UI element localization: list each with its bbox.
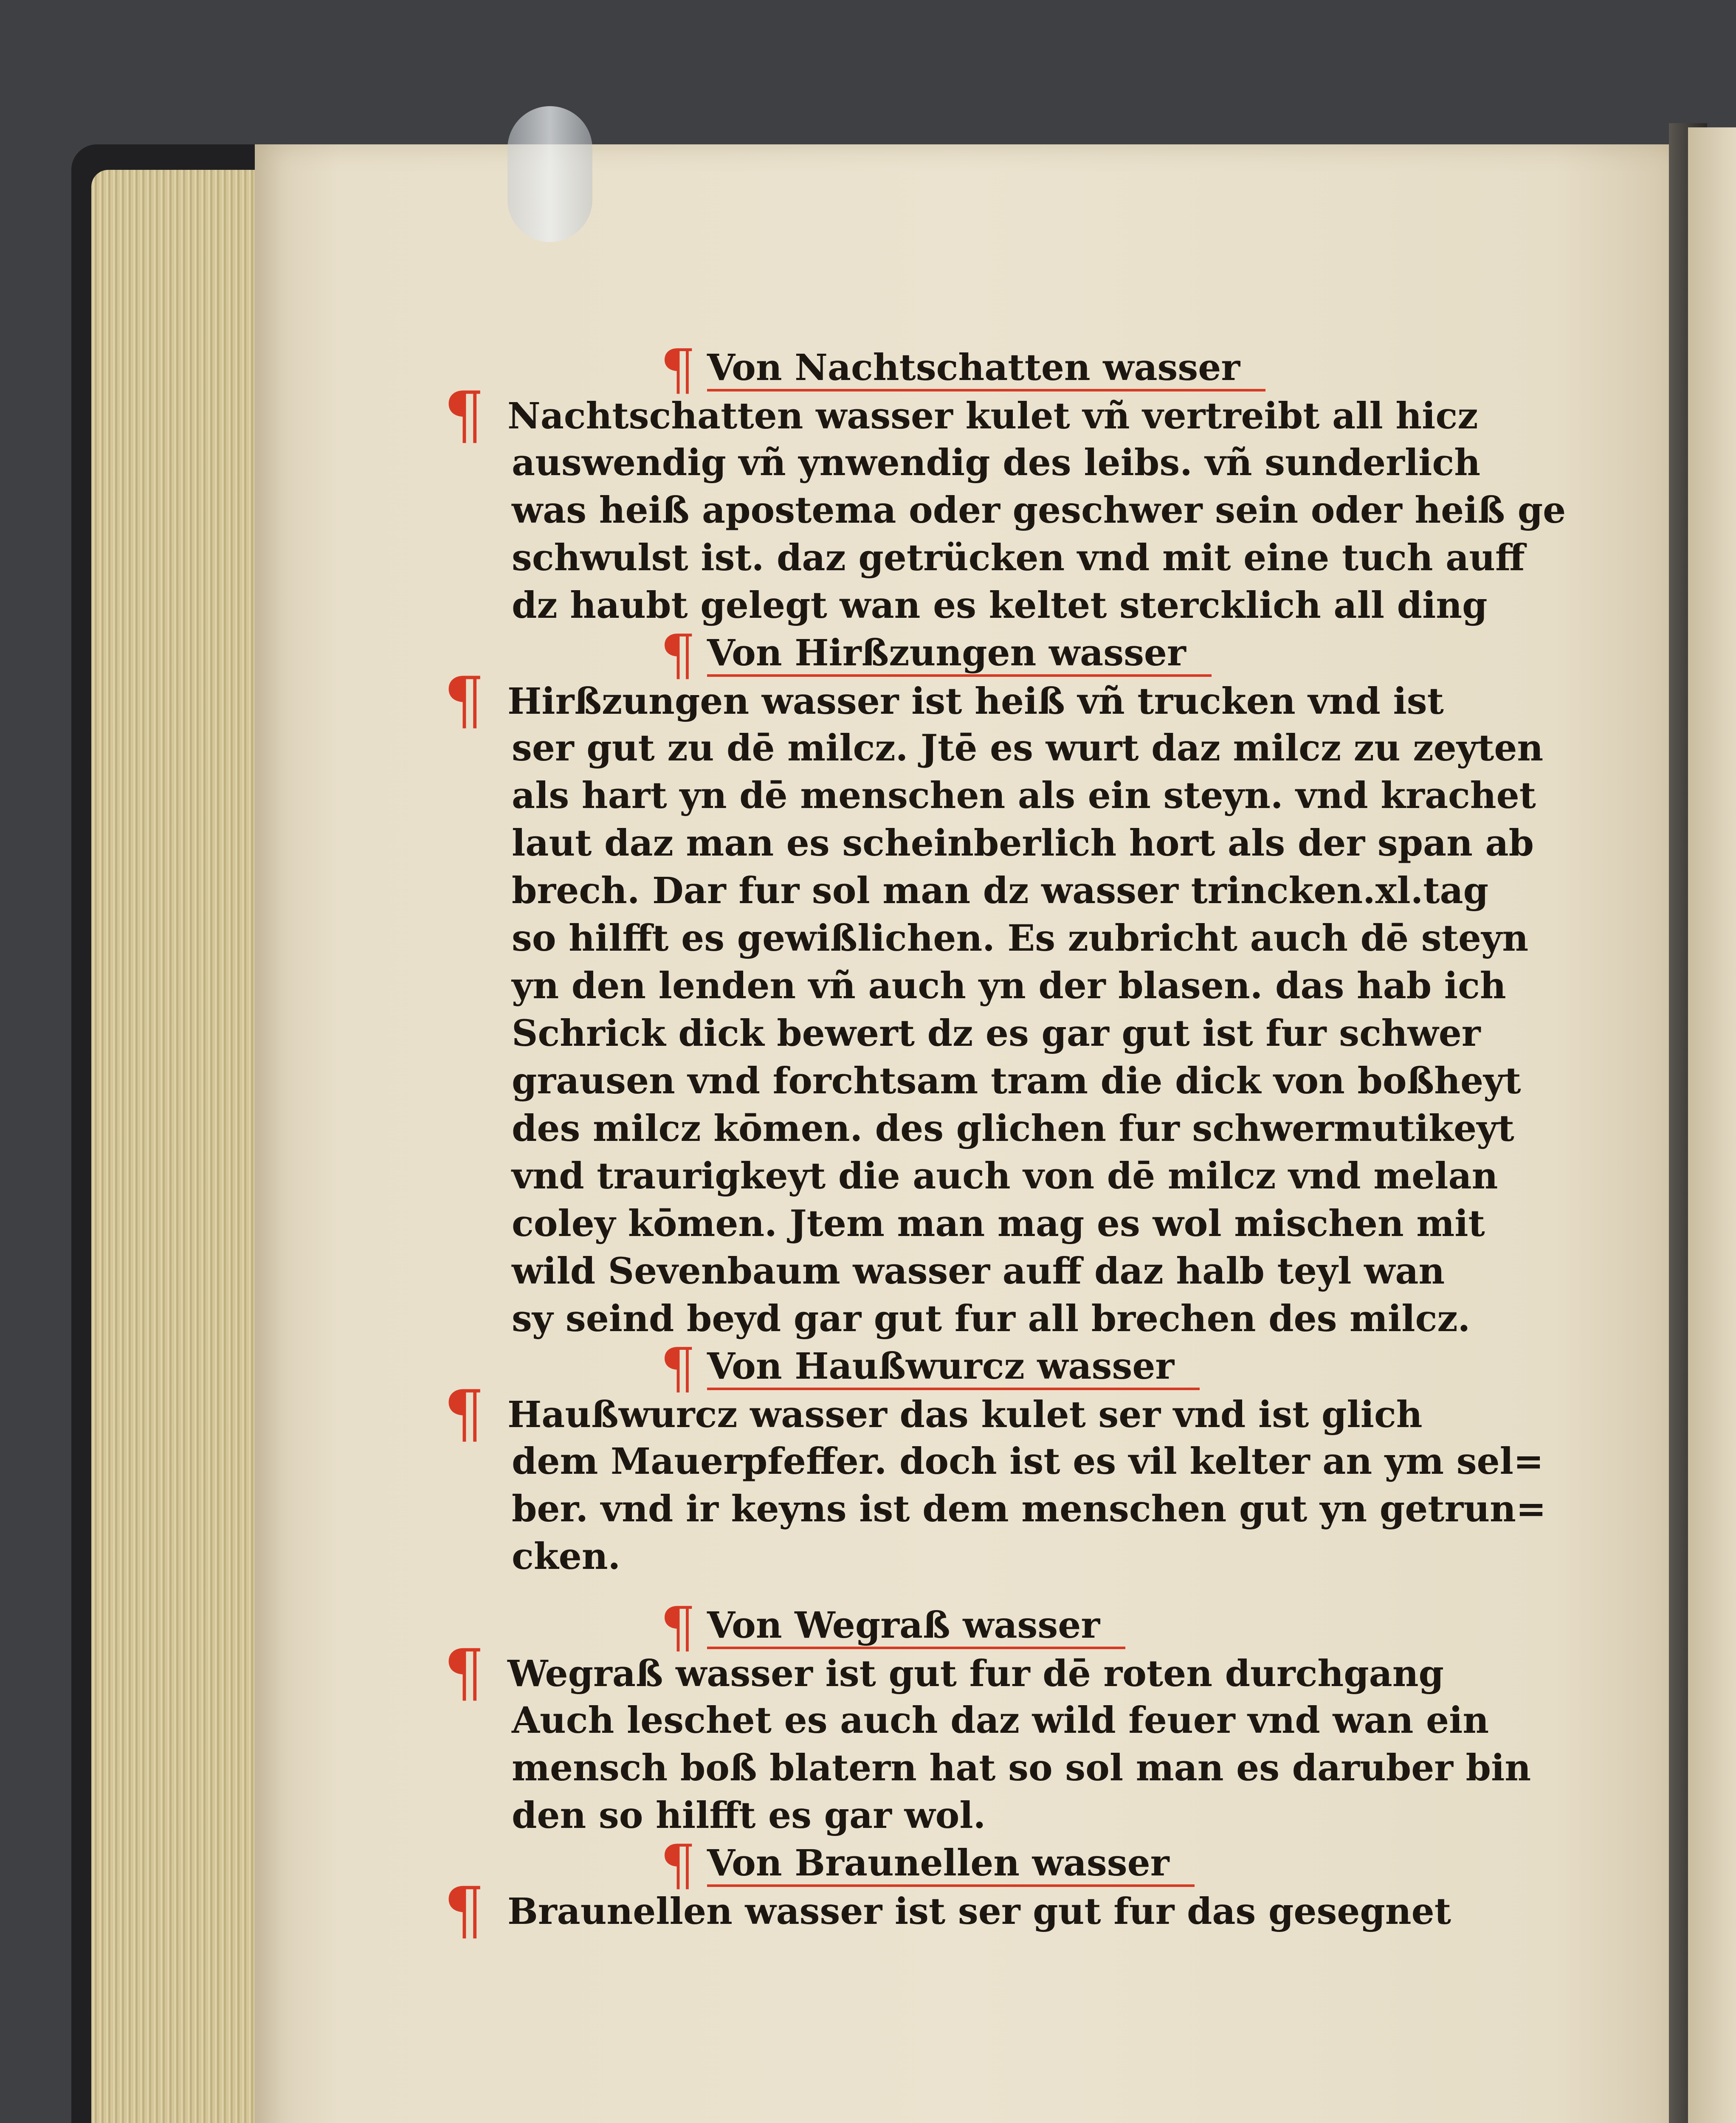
text-line: dz haubt gelegt wan es keltet stercklich all ding <box>512 584 1488 627</box>
section-heading: ¶ Von Nachtschatten wasser <box>512 344 1437 391</box>
text-line: ¶ Hirßzungen wasser ist heiß vñ trucken vnd ist <box>444 664 1444 738</box>
text-line: ¶ Nachtschatten wasser kulet vñ vertreibt all hicz <box>444 378 1478 452</box>
pilcrow-mark: ¶ <box>444 1377 485 1451</box>
text-line: Schrick dick bewert dz es gar gut ist fur schwer <box>512 1012 1481 1055</box>
pilcrow-mark: ¶ <box>444 664 485 738</box>
text-line: vnd traurigkeyt die auch von dē milcz vnd melan <box>512 1155 1498 1197</box>
text-line: ¶ Braunellen wasser ist ser gut fur das gesegnet <box>444 1874 1451 1948</box>
text-line: cken. <box>512 1535 621 1578</box>
pilcrow-mark: ¶ <box>660 1833 696 1897</box>
text-line: grausen vnd forchtsam tram die dick von boßheyt <box>512 1060 1521 1102</box>
text-line: wild Sevenbaum wasser auff daz halb teyl wan <box>512 1250 1445 1292</box>
section-heading: ¶ Von Braunellen wasser <box>512 1839 1437 1887</box>
text-line: ber. vnd ir keyns ist dem menschen gut yn getrun= <box>512 1488 1547 1530</box>
text-line: ¶ Haußwurcz wasser das kulet ser vnd ist glich <box>444 1377 1423 1451</box>
facing-page-edge <box>1688 127 1736 2123</box>
pilcrow-mark: ¶ <box>444 1874 485 1948</box>
section-heading: ¶ Von Hirßzungen wasser <box>512 629 1437 677</box>
page-holder-clip-top <box>507 106 592 242</box>
page-edges <box>91 170 274 2123</box>
text-line: Auch leschet es auch daz wild feuer vnd wan ein <box>512 1699 1489 1742</box>
section-heading: ¶ Von Wegraß wasser <box>512 1602 1437 1649</box>
printed-text <box>444 337 1566 1948</box>
text-line: als hart yn dē menschen als ein steyn. vnd krachet <box>512 774 1536 817</box>
pilcrow-mark: ¶ <box>444 1636 485 1710</box>
text-line: auswendig vñ ynwendig des leibs. vñ sunderlich <box>512 442 1481 484</box>
text-line: ser gut zu dē milcz. Jtē es wurt daz milcz zu zeyten <box>512 727 1544 769</box>
text-line: so hilfft es gewißlichen. Es zubricht auch dē steyn <box>512 917 1529 960</box>
text-line: ¶ Wegraß wasser ist gut fur dē roten durchgang <box>444 1636 1444 1710</box>
text-line: was heiß apostema oder geschwer sein oder heiß ge <box>512 489 1566 532</box>
text-line: mensch boß blatern hat so sol man es daruber bin <box>512 1747 1531 1789</box>
text-line: schwulst ist. daz getrücken vnd mit eine tuch auff <box>512 537 1525 579</box>
pilcrow-mark: ¶ <box>660 1595 696 1659</box>
text-line: yn den lenden vñ auch yn der blasen. das hab ich <box>512 965 1506 1007</box>
pilcrow-mark: ¶ <box>660 622 696 687</box>
pilcrow-mark: ¶ <box>660 1336 696 1400</box>
text-line: brech. Dar fur sol man dz wasser trincken.xl.tag <box>512 870 1489 912</box>
text-line: laut daz man es scheinberlich hort als der span ab <box>512 822 1534 864</box>
pilcrow-mark: ¶ <box>444 378 485 452</box>
text-line: den so hilfft es gar wol. <box>512 1794 986 1837</box>
text-line: sy seind beyd gar gut fur all brechen des milcz. <box>512 1298 1471 1340</box>
text-line: dem Mauerpfeffer. doch ist es vil kelter an ym sel= <box>512 1440 1544 1483</box>
text-line: des milcz kōmen. des glichen fur schwermutikeyt <box>512 1107 1514 1150</box>
section-heading: ¶ Von Haußwurcz wasser <box>512 1343 1437 1390</box>
pilcrow-mark: ¶ <box>660 337 696 402</box>
text-line: coley kōmen. Jtem man mag es wol mischen mit <box>512 1202 1485 1245</box>
